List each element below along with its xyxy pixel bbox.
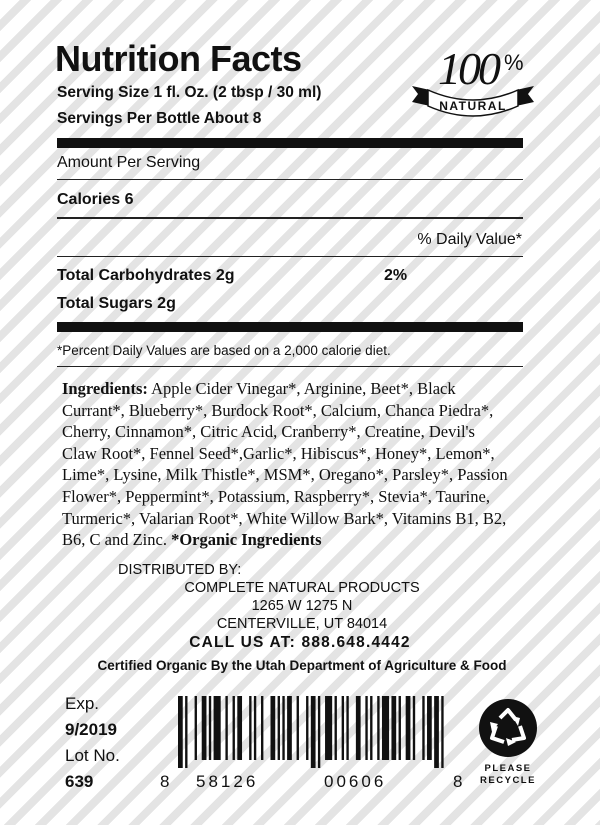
barcode-bar [422,696,424,760]
barcode-bar [202,696,207,760]
amount-per-serving: Amount Per Serving [57,154,201,171]
ingredients-line: Ingredients: Apple Cider Vinegar*, Arginine, Beet*, Black [62,379,456,398]
nutrition-facts-title: Nutrition Facts [55,38,302,79]
distributor-city: CENTERVILLE, UT 84014 [216,616,388,632]
barcode-bar [209,696,211,760]
ingredients-block [62,378,542,551]
ingredients-line: Claw Root*, Fennel Seed*,Garlic*, Hibiscus*, Honey*, Lemon*, [62,443,495,463]
lot-label: Lot No. [65,746,120,765]
barcode-bar [318,696,320,768]
barcode-bar [346,696,348,760]
lot-value: 639 [65,772,94,791]
exp-label: Exp. [65,694,100,713]
rule-amount [57,179,523,180]
total-carbohydrates: Total Carbohydrates 2g [57,267,235,284]
barcode-bar [325,696,332,760]
barcode-bar [287,696,292,760]
carbohydrates-percent: 2% [384,267,408,284]
distributor-name: COMPLETE NATURAL PRODUCTS [184,580,420,596]
barcode-bar [195,696,197,760]
barcode-bar [413,696,415,760]
barcode-bar [270,696,275,760]
ingredients-line: Lime*, Lysine, Milk Thistle*, MSM*, Oregano*, Parsley*, Passion [62,465,508,485]
barcode-bar [178,696,183,768]
barcode-bar [261,696,263,760]
rule-daily-value [57,256,523,257]
thick-rule-bottom [57,322,523,332]
barcode-bar [237,696,242,760]
barcode-bar [342,696,344,760]
barcode-trail-digit: 8 [453,772,466,791]
barcode-bar [185,696,187,768]
organic-note: *Organic Ingredients [171,530,322,550]
barcode-bar [278,696,280,760]
barcode-bar [254,696,256,760]
ingredients-line: Turmeric*, Valarian Root*, White Willow Bark*, Vitamins B1, B2, [62,508,507,528]
barcode-bar [335,696,337,760]
badge-big-number: 100 [438,43,498,94]
total-sugars: Total Sugars 2g [57,295,176,312]
barcode-bar [311,696,316,768]
exp-value: 9/2019 [65,720,117,739]
calories: Calories 6 [57,191,134,208]
barcode-bar [370,696,372,760]
ingredients-line: Flower*, Peppermint*, Potassium, Raspberry*, Stevia*, Taurine, [62,486,490,506]
barcode-bar [391,696,396,760]
call-us-phone: CALL US AT: 888.648.4442 [189,634,411,651]
certification-statement: Certified Organic By the Utah Department of Agriculture & Food [97,658,507,673]
barcode-bar [382,696,389,760]
barcode-bar [297,696,299,760]
ingredients-line: Cherry, Cinnamon*, Citric Acid, Cranberry*, Creatine, Devil's [62,422,475,442]
distributor-street: 1265 W 1275 N [251,598,353,614]
barcode-bar [434,696,439,768]
recycle-icon [478,698,538,758]
barcode-bar [406,696,411,760]
ingredients-line: Currant*, Blueberry*, Burdock Root*, Calcium, Chanca Piedra*, [62,400,494,420]
badge-percent: % [504,50,524,75]
barcode-bar [356,696,361,760]
daily-value-footnote: *Percent Daily Values are based on a 2,000 calorie diet. [57,343,391,358]
barcode-bar [282,696,284,760]
barcode-bar [214,696,221,760]
barcode-bar [365,696,367,760]
rule-calories [57,217,523,219]
please-recycle-text: PLEASE RECYCLE [480,763,536,786]
barcode-lead-digit: 8 [160,772,173,791]
barcode-bar [233,696,235,760]
barcode-bar [377,696,379,760]
barcode-left-group: 58126 [196,772,259,791]
thick-rule-top [57,138,523,148]
barcode-bar [441,696,443,768]
rule-footnote [57,366,523,367]
barcode-right-group: 00606 [324,772,387,791]
barcode-bar [427,696,432,760]
ingredients-label: Ingredients: [62,379,148,398]
distributed-by-heading: DISTRIBUTED BY: [118,562,242,578]
upc-barcode [178,696,446,768]
barcode-bar [306,696,308,760]
ingredients-line: B6, C and Zinc. *Organic Ingredients [62,530,322,550]
barcode-bar [249,696,251,760]
serving-size: Serving Size 1 fl. Oz. (2 tbsp / 30 ml) [57,84,322,101]
natural-badge [408,40,538,120]
daily-value-header: % Daily Value* [417,231,522,248]
badge-natural-text: NATURAL [439,99,507,113]
servings-per-bottle: Servings Per Bottle About 8 [57,110,262,127]
barcode-bar [399,696,401,760]
barcode-bar [225,696,227,760]
